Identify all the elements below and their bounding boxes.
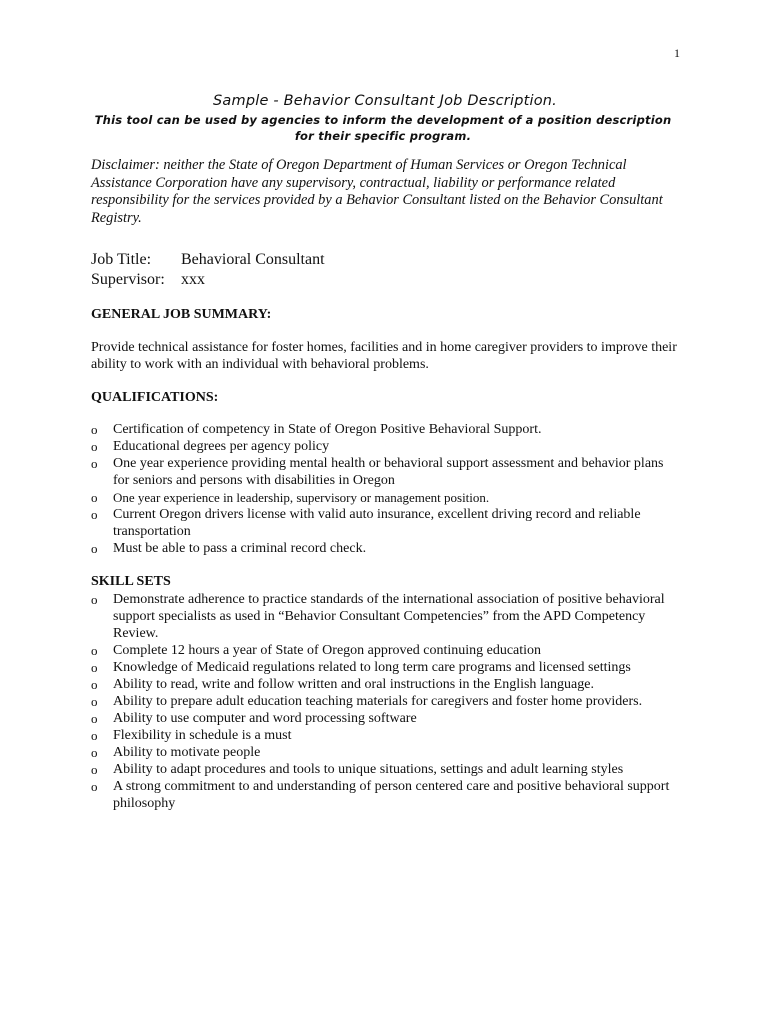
supervisor-row bbox=[91, 270, 325, 290]
list-item bbox=[91, 506, 681, 540]
list-item bbox=[91, 421, 681, 438]
list-item-text: Ability to prepare adult education teaching materials for caregivers and foster home providers. bbox=[113, 694, 643, 709]
list-item bbox=[91, 778, 681, 812]
list-item bbox=[91, 540, 681, 557]
bullet-icon: o bbox=[91, 694, 98, 709]
bullet-icon: o bbox=[91, 439, 98, 454]
list-item-text: Ability to use computer and word processing software bbox=[113, 711, 417, 726]
bullet-icon: o bbox=[91, 592, 98, 607]
bullet-icon: o bbox=[91, 490, 98, 505]
skills-heading: SKILL SETS bbox=[91, 574, 171, 589]
list-item-text: A strong commitment to and understanding of person centered care and positive behavioral support philosophy bbox=[113, 779, 670, 811]
job-title-value: Behavioral Consultant bbox=[181, 251, 325, 268]
list-item bbox=[91, 438, 681, 455]
list-item bbox=[91, 659, 681, 676]
bullet-icon: o bbox=[91, 507, 98, 522]
list-item-text: Must be able to pass a criminal record check. bbox=[113, 541, 367, 556]
document-title: Sample - Behavior Consultant Job Description. bbox=[213, 93, 557, 109]
list-item bbox=[91, 710, 681, 727]
supervisor-value: xxx bbox=[181, 271, 205, 288]
job-info bbox=[91, 250, 325, 290]
skills-list bbox=[91, 591, 681, 812]
list-item-text: Knowledge of Medicaid regulations related to long term care programs and licensed settings bbox=[113, 660, 631, 675]
list-item bbox=[91, 489, 681, 506]
bullet-icon: o bbox=[91, 762, 98, 777]
list-item-text: Ability to motivate people bbox=[113, 745, 261, 760]
list-item-text: Ability to adapt procedures and tools to unique situations, settings and adult learning styles bbox=[113, 762, 624, 777]
bullet-icon: o bbox=[91, 728, 98, 743]
list-item-text: Ability to read, write and follow written and oral instructions in the English language. bbox=[113, 677, 594, 692]
document-subtitle: This tool can be used by agencies to inform the development of a position description for their specific program. bbox=[94, 113, 672, 143]
job-title-label: Job Title: bbox=[91, 251, 152, 268]
list-item bbox=[91, 676, 681, 693]
list-item-text: One year experience in leadership, supervisory or management position. bbox=[113, 490, 490, 505]
qualifications-heading: QUALIFICATIONS: bbox=[91, 390, 219, 405]
bullet-icon: o bbox=[91, 745, 98, 760]
list-item-text: Educational degrees per agency policy bbox=[113, 439, 330, 454]
list-item bbox=[91, 591, 681, 642]
list-item-text: One year experience providing mental health or behavioral support assessment and behavior plans for seniors and persons with disabilities in Oregon bbox=[113, 456, 664, 488]
list-item bbox=[91, 727, 681, 744]
list-item-text: Demonstrate adherence to practice standards of the international association of positive behavioral support specialists as used in “Behavior Consultant Competencies” from the APD Competency Review. bbox=[113, 592, 665, 641]
supervisor-label: Supervisor: bbox=[91, 271, 165, 288]
bullet-icon: o bbox=[91, 677, 98, 692]
bullet-icon: o bbox=[91, 779, 98, 794]
bullet-icon: o bbox=[91, 660, 98, 675]
bullet-icon: o bbox=[91, 541, 98, 556]
list-item bbox=[91, 761, 681, 778]
summary-heading: GENERAL JOB SUMMARY: bbox=[91, 307, 272, 322]
bullet-icon: o bbox=[91, 422, 98, 437]
list-item bbox=[91, 693, 681, 710]
summary-text: Provide technical assistance for foster homes, facilities and in home caregiver providers to improve their ability to work with an individual with behavioral problems. bbox=[91, 340, 677, 372]
disclaimer-text: Disclaimer: neither the State of Oregon Department of Human Services or Oregon Technical Assistance Corporation have any supervisory, contractual, liability or performance related responsibility for the services provided by a Behavior Consultant listed on the Behavior Consultant Registry. bbox=[91, 157, 663, 226]
bullet-icon: o bbox=[91, 643, 98, 658]
list-item-text: Complete 12 hours a year of State of Oregon approved continuing education bbox=[113, 643, 542, 658]
bullet-icon: o bbox=[91, 456, 98, 471]
list-item-text: Certification of competency in State of Oregon Positive Behavioral Support. bbox=[113, 422, 542, 437]
job-title-row bbox=[91, 250, 325, 270]
list-item bbox=[91, 744, 681, 761]
list-item bbox=[91, 455, 681, 489]
list-item bbox=[91, 642, 681, 659]
list-item-text: Current Oregon drivers license with valid auto insurance, excellent driving record and reliable transportation bbox=[113, 507, 641, 539]
list-item-text: Flexibility in schedule is a must bbox=[113, 728, 292, 743]
page-number: 1 bbox=[674, 46, 680, 60]
bullet-icon: o bbox=[91, 711, 98, 726]
qualifications-list bbox=[91, 421, 681, 557]
